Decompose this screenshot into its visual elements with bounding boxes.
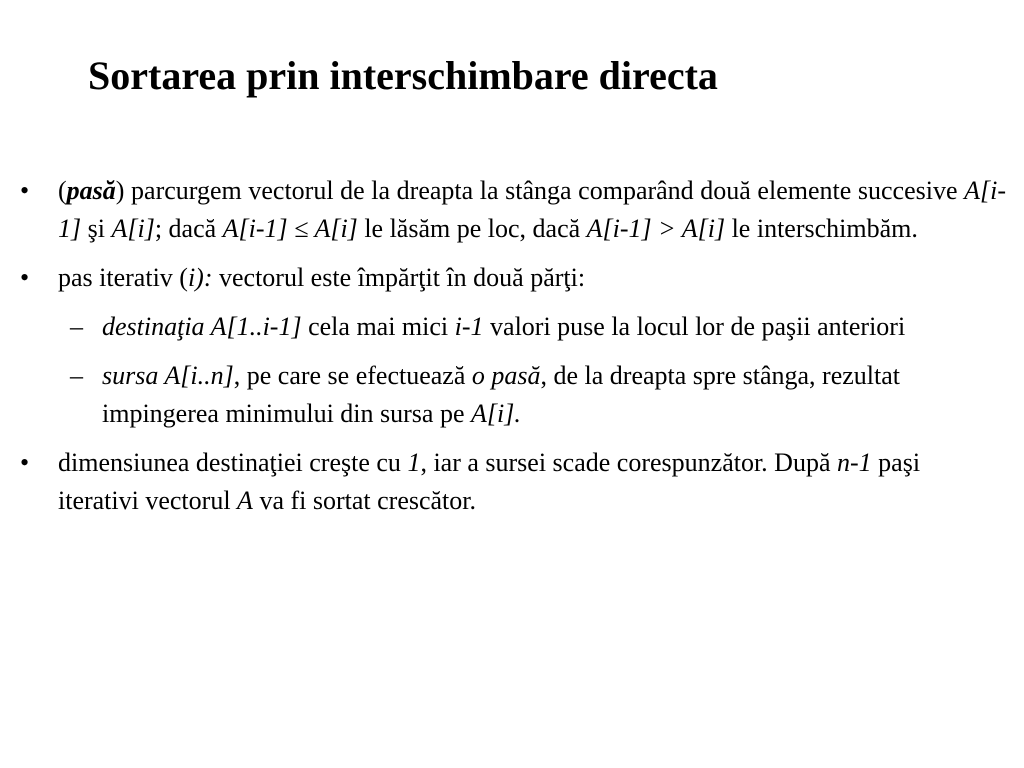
item-text: , iar a sursei scade corespunzător. După [420, 448, 837, 477]
item-text: valori puse la locul lor de paşii anteriori [483, 312, 906, 341]
item-text: ) parcurgem vectorul de la dreapta la stânga comparând două elemente succesive [115, 176, 965, 205]
item-text: le interschimbăm. [725, 214, 918, 243]
dash-marker: – [70, 312, 83, 341]
expr-i-minus-1: i-1 [454, 312, 484, 341]
slide-content [20, 172, 1006, 531]
expr-a-i-minus-1: A[i-1] [58, 176, 1006, 243]
expr-a-i: A[i]. [471, 399, 521, 428]
bullet-item-pasa [20, 172, 1006, 248]
item-text: , de la dreapta spre stânga, rezultat impingerea minimului din sursa pe [102, 361, 900, 428]
item-text: , pe care se efectuează [233, 361, 472, 390]
expr-a-i: A[i] [111, 214, 155, 243]
expr-o-pasa: o pasă [471, 361, 541, 390]
expr-i: i): [187, 263, 213, 292]
expr-sursa: sursa A[i..n] [102, 361, 234, 390]
term-pasa: pasă [66, 176, 116, 205]
item-text: dimensiunea destinaţiei creşte cu [58, 448, 408, 477]
item-text: cela mai mici [301, 312, 455, 341]
item-text: ( [58, 176, 67, 205]
slide-title: Sortarea prin interschimbare directa [88, 53, 718, 98]
bullet-item-dimensiunea [20, 444, 1006, 520]
expr-n-minus-1: n-1 [837, 448, 872, 477]
expr-condition-le: A[i-1] ≤ A[i] [222, 214, 358, 243]
item-text: pas iterativ ( [58, 263, 188, 292]
item-text: vectorul este împărţit în două părţi: [212, 263, 586, 292]
bullet-item-pas-iterativ [20, 259, 1006, 297]
item-text: ; dacă [154, 214, 223, 243]
item-text: le lăsăm pe loc, dacă [357, 214, 587, 243]
sub-item-sursa [20, 357, 1006, 433]
expr-condition-gt: A[i-1] > A[i] [586, 214, 726, 243]
item-text: va fi sortat crescător. [252, 486, 477, 515]
expr-destinatia: destinaţia A[1..i-1] [102, 312, 302, 341]
item-text: paşi iterativi vectorul [58, 448, 921, 515]
expr-vector-a: A [237, 486, 253, 515]
item-text: şi [81, 214, 112, 243]
bullet-marker: • [20, 176, 30, 205]
bullet-marker: • [20, 263, 30, 292]
sub-item-destinatia [20, 308, 1006, 346]
bullet-marker: • [20, 448, 30, 477]
dash-marker: – [70, 361, 83, 390]
expr-one: 1 [407, 448, 421, 477]
